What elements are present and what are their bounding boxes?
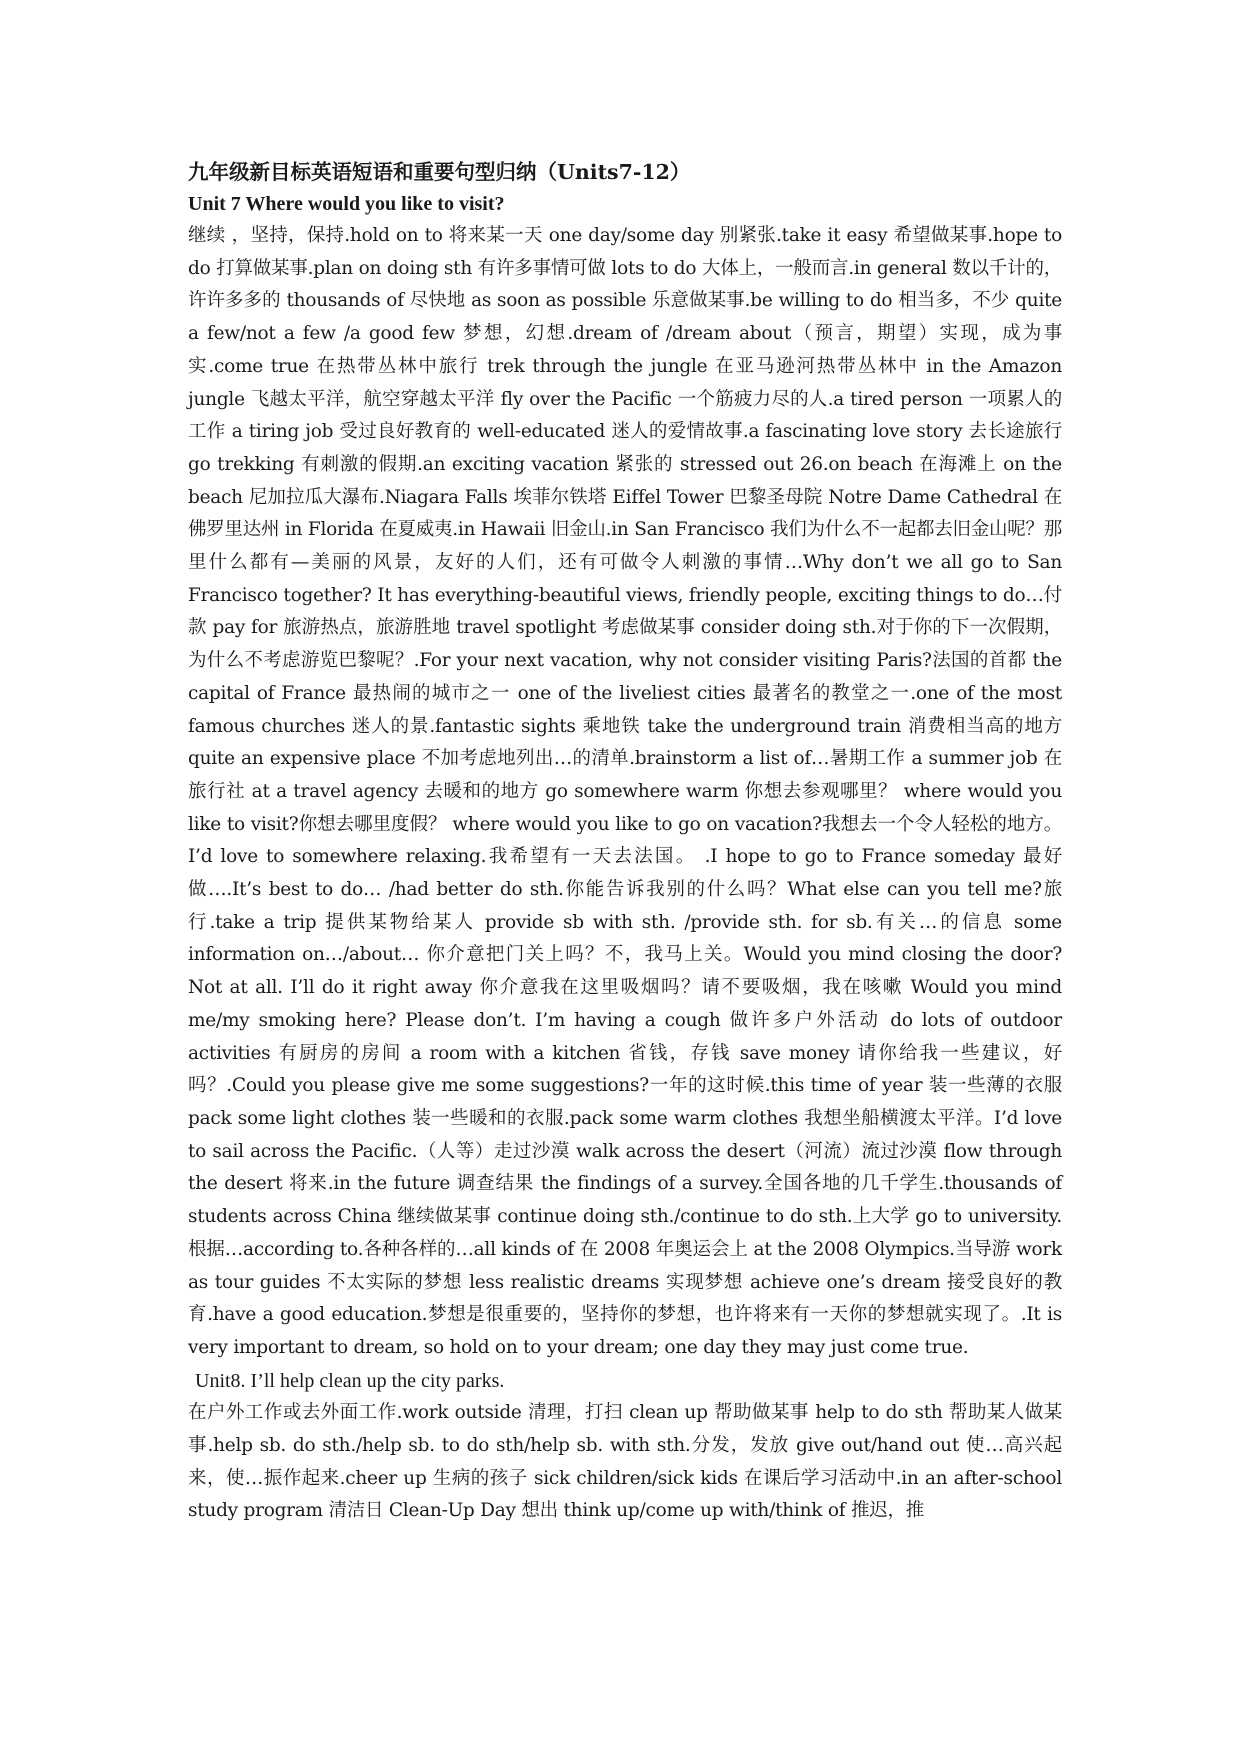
document-title: 九年级新目标英语短语和重要句型归纳（Units7-12） [188,160,691,184]
unit7-body: 继续 ，坚持，保持.hold on to 将来某一天 one day/some day 别紧张.take it easy 希望做某事.hope to do 打算做某事.plan on doing sth 有许多事情可做 lots to do 大体上，一般而言.in general 数以千计的，许许多多的 thousands of 尽快地 as soon as possible 乐意做某事.be willing to do 相当多，不少 quite a few/not a few /a good few 梦想，幻想.dream of /dream about（预言，期望）实现，成为事实.come true 在热带丛林中旅行 trek through the jungle 在亚马逊河热带丛林中 in the Amazon jungle 飞越太平洋，航空穿越太平洋 fly over the Pacific 一个筋疲力尽的人.a tired person 一项累人的工作 a tiring job 受过良好教育的 well-educated 迷人的爱情故事.a fascinating love story 去长途旅行 go trekking 有刺激的假期.an exciting vacation 紧张的 stressed out 26.on beach 在海滩上 on the beach 尼加拉瓜大瀑布.Niagara Falls 埃菲尔铁塔 Eiffel Tower 巴黎圣母院 Notre Dame Cathedral 在佛罗里达州 in Florida 在夏威夷.in Hawaii 旧金山.in San Francisco 我们为什么不一起都去旧金山呢？那里什么都有—美丽的风景，友好的人们，还有可做令人刺激的事情…Why don’t we all go to San Francisco together? It has everything-beautiful views, friendly people, exciting things to do…付款 pay for 旅游热点，旅游胜地 travel spotlight 考虑做某事 consider doing sth.对于你的下一次假期，为什么不考虑游览巴黎呢？.For your next vacation, why not consider visiting Paris?法国的首都 the capital of France 最热闹的城市之一 one of the liveliest cities 最著名的教堂之一.one of the most famous churches 迷人的景.fantastic sights 乘地铁 take the underground train 消费相当高的地方 quite an expensive place 不加考虑地列出…的清单.brainstorm a list of…暑期工作 a summer job 在旅行社 at a travel agency 去暖和的地方 go somewhere warm 你想去参观哪里？ where would you like to visit?你想去哪里度假？ where would you like to go on vacation?我想去一个令人轻松的地方。I’d love to somewhere relaxing.我希望有一天去法国。 .I hope to go to France someday 最好做….It’s best to do… /had better do sth.你能告诉我别的什么吗？What else can you tell me?旅行.take a trip 提供某物给某人 provide sb with sth. /provide sth. for sb.有关…的信息 some information on…/about… 你介意把门关上吗？不，我马上关。Would you mind closing the door? Not at all. I’ll do it right away 你介意我在这里吸烟吗？请不要吸烟，我在咳嗽 Would you mind me/my smoking here? Please don’t. I’m having a cough 做许多户外活动 do lots of outdoor activities 有厨房的房间 a room with a kitchen 省钱，存钱 save money 请你给我一些建议，好吗？.Could you please give me some suggestions?一年的这时候.this time of year 装一些薄的衣服 pack some light clothes 装一些暖和的衣服.pack some warm clothes 我想坐船横渡太平洋。I’d love to sail across the Pacific.（人等）走过沙漠 walk across the desert（河流）流过沙漠 flow through the desert 将来.in the future 调查结果 the findings of a survey.全国各地的几千学生.thousands of students across China 继续做某事 continue doing sth./continue to do sth.上大学 go to university.根据…according to.各种各样的…all kinds of 在 2008 年奥运会上 at the 2008 Olympics.当导游 work as tour guides 不太实际的梦想 less realistic dreams 实现梦想 achieve one’s dream 接受良好的教育.have a good education.梦想是很重要的，坚持你的梦想，也许将来有一天你的梦想就实现了。.It is very important to dream, so hold on to your dream; one day they may just come true. [188,225,1062,1358]
unit8-heading: Unit8. I’ll help clean up the city parks. [195,1369,505,1392]
document-page [188,156,1062,1528]
unit8-body: 在户外工作或去外面工作.work outside 清理，打扫 clean up 帮助做某事 help to do sth 帮助某人做某事.help sb. do sth./help sb. to do sth/help sb. with sth.分发，发放 give out/hand out 使…高兴起来，使…振作起来.cheer up 生病的孩子 sick children/sick kids 在课后学习活动中.in an after-school study program 清洁日 Clean-Up Day 想出 think up/come up with/think of 推迟，推 [188,1402,1062,1522]
unit7-heading: Unit 7 Where would you like to visit? [188,193,505,215]
